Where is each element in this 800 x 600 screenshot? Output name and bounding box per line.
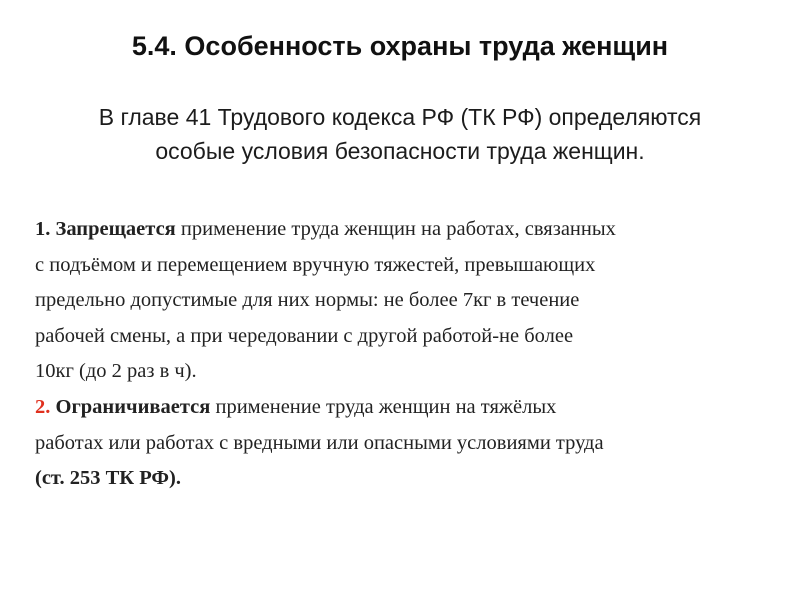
item-2-text-1: применение труда женщин на тяжёлых [210, 395, 557, 418]
slide-title: 5.4. Особенность охраны труда женщин [131, 31, 669, 61]
item-1-number: 1. [35, 218, 51, 240]
list-item-1-line-4: рабочей смены, а при чередовании с другой работой-не более [35, 324, 574, 347]
list-item-1-line-2: с подъёмом и перемещением вручную тяжестей, превышающих [35, 253, 596, 276]
list-item-1-line-3: предельно допустимые для них нормы: не более 7кг в течение [35, 289, 580, 312]
intro-line-2: особые условия безопасности труда женщин. [155, 138, 645, 164]
item-2-keyword: Ограничивается [55, 395, 211, 418]
list-item-2-line-1 [35, 390, 795, 426]
item-1-text-1: применение труда женщин на работах, связанных [175, 218, 616, 240]
list-item-2-line-2: работах или работах с вредными или опасными условиями труда [35, 431, 604, 454]
list-item-2-reference: (ст. 253 ТК РФ). [35, 467, 181, 490]
rules-list [35, 212, 795, 497]
list-item-1-line-1 [35, 212, 795, 248]
list-item-1-line-5: 10кг (до 2 раз в ч). [35, 360, 197, 383]
intro-line-1: В главе 41 Трудового кодекса РФ (ТК РФ) определяются [98, 104, 702, 130]
item-1-keyword: Запрещается [55, 218, 176, 240]
item-2-number: 2. [35, 395, 51, 418]
intro-text [20, 100, 780, 168]
